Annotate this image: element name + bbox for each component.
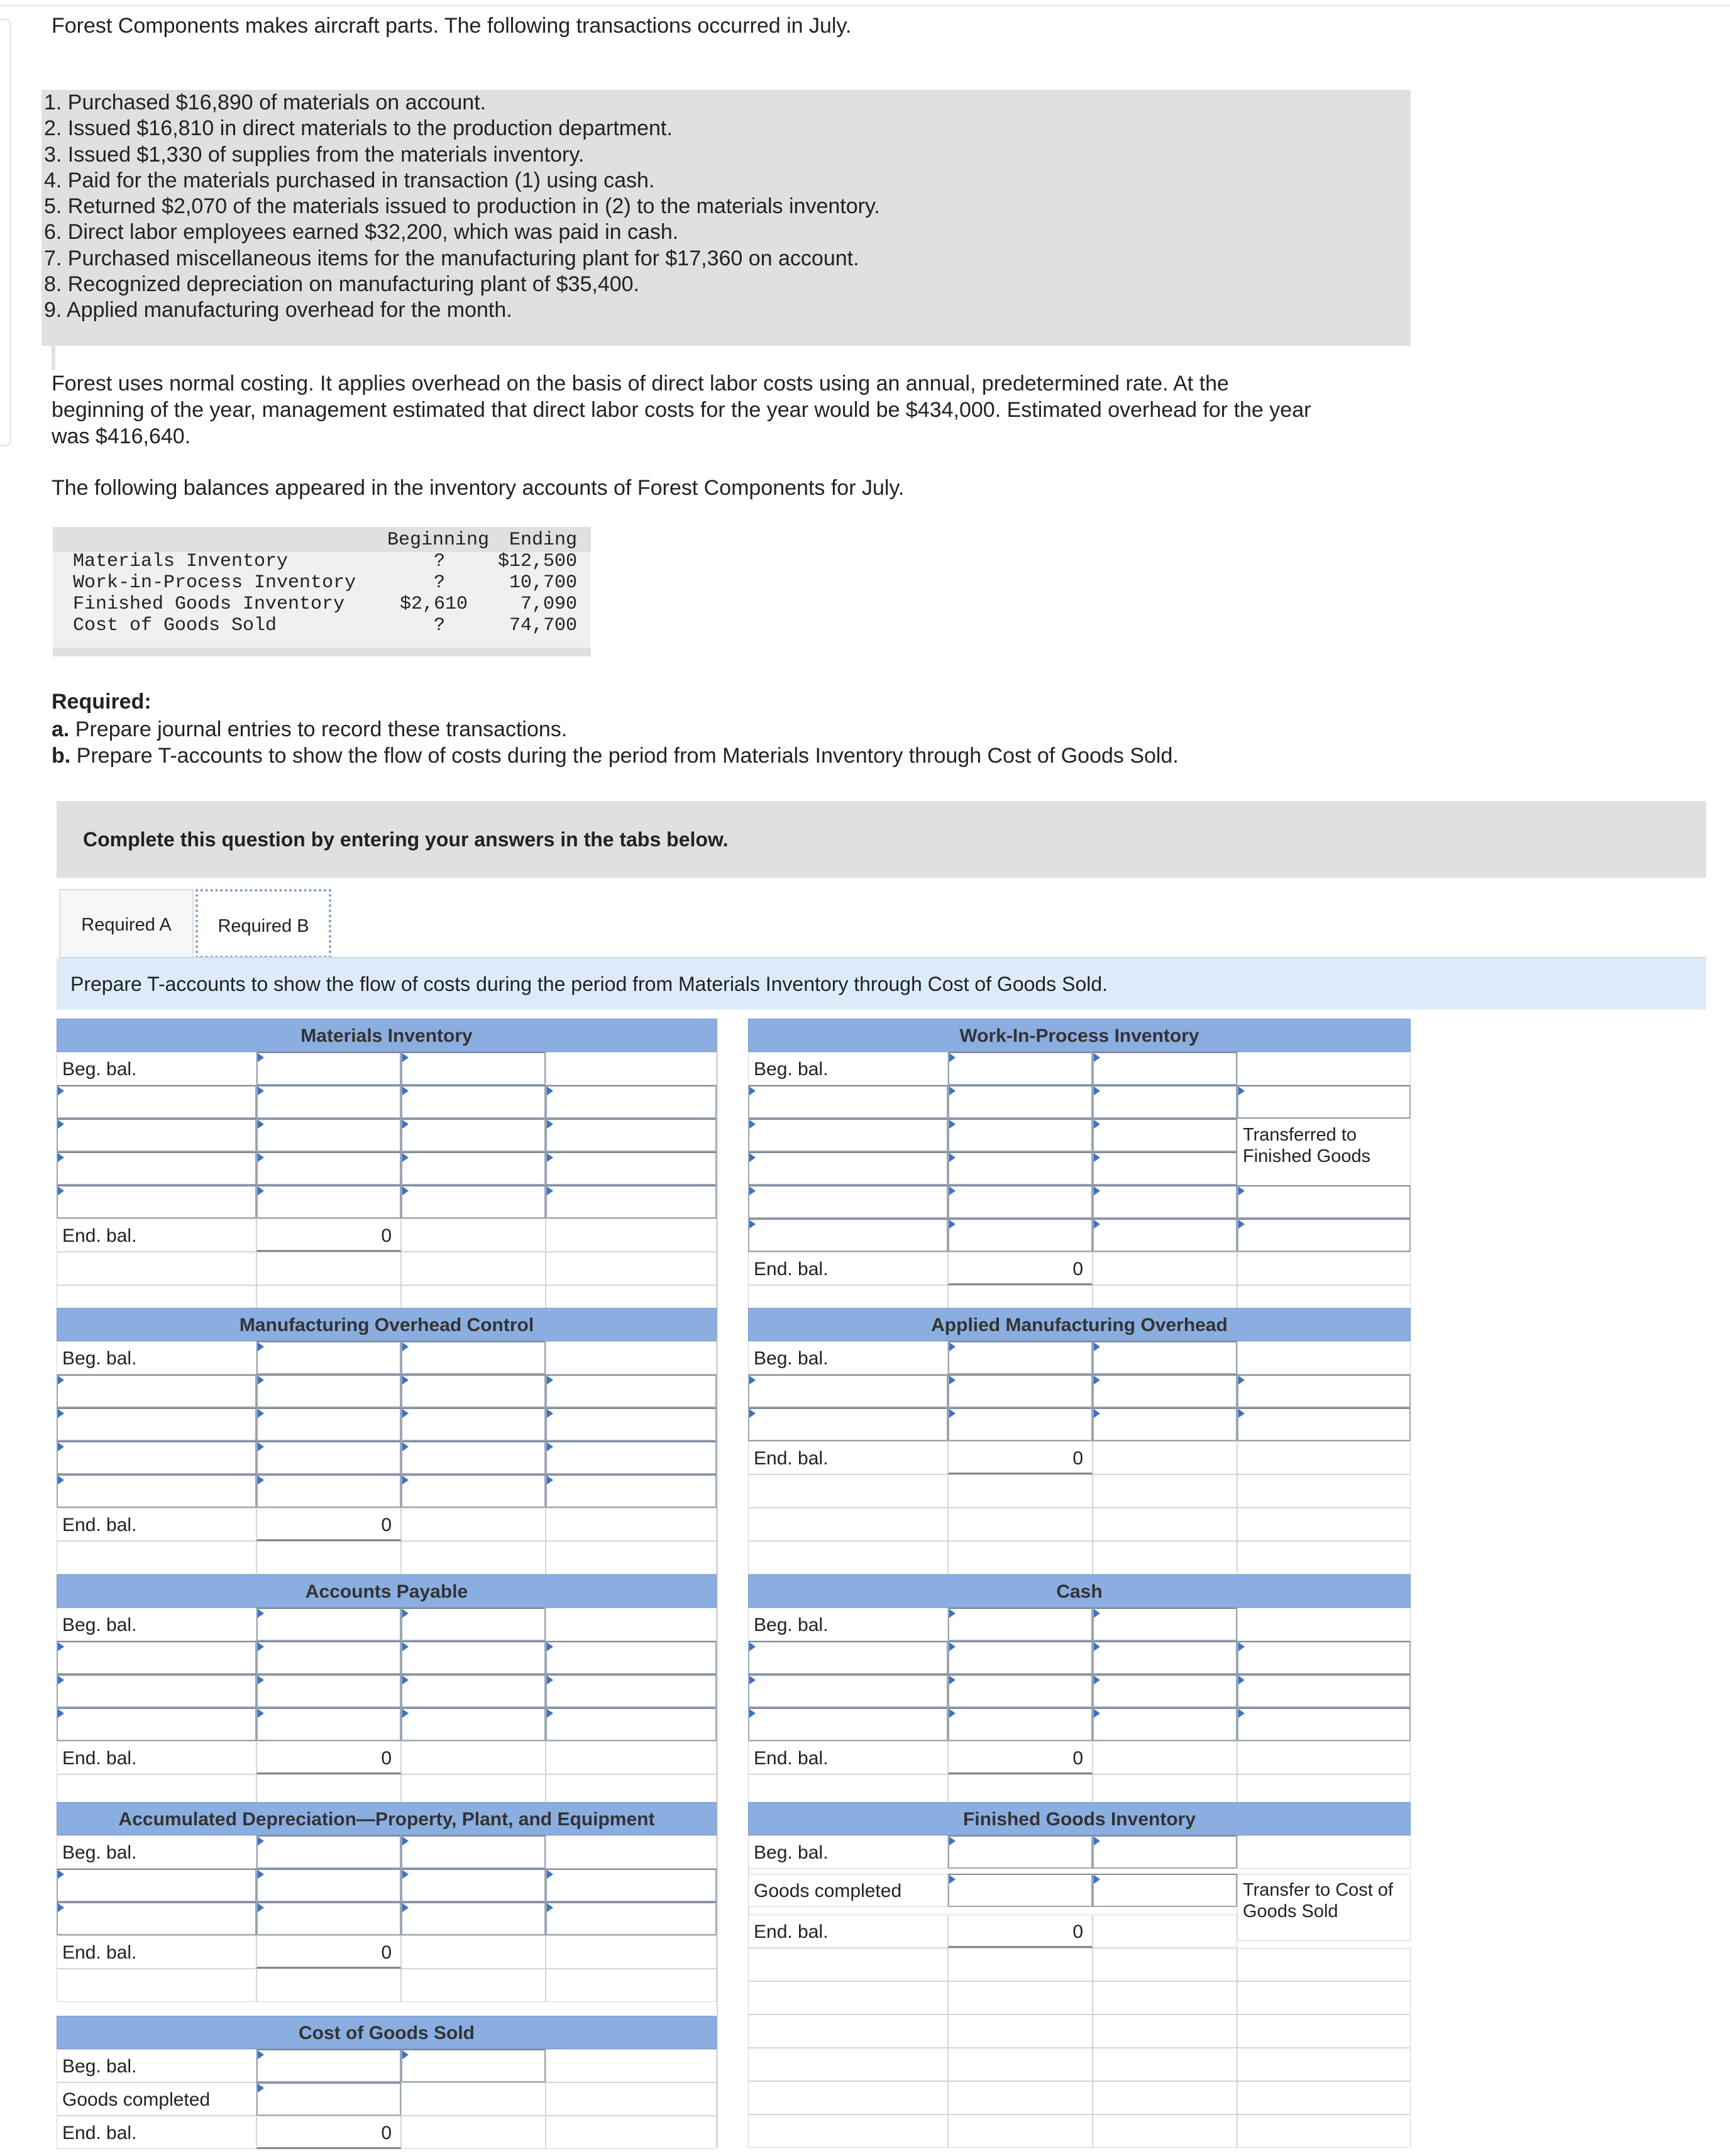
empty-cell xyxy=(1237,1741,1411,1774)
empty-cell xyxy=(1237,2081,1411,2115)
end-bal-label: End. bal. xyxy=(57,1508,256,1541)
amount-input[interactable] xyxy=(948,1708,1093,1741)
account-name-input[interactable] xyxy=(546,1085,717,1119)
empty-cell xyxy=(948,1981,1093,2015)
amount-input[interactable] xyxy=(401,1374,546,1408)
balances-intro: The following balances appeared in the inventory accounts of Forest Components for July. xyxy=(52,476,905,500)
account-name-input[interactable] xyxy=(748,1219,948,1252)
amount-input[interactable] xyxy=(1093,1119,1237,1152)
header-ending: Ending xyxy=(509,529,578,551)
amount-input[interactable] xyxy=(401,1341,546,1374)
empty-cell xyxy=(546,1508,717,1541)
empty-cell xyxy=(748,2115,948,2148)
empty-cell xyxy=(401,1541,546,1574)
empty-cell xyxy=(1237,1474,1411,1508)
materials-inventory-title: Materials Inventory xyxy=(57,1019,717,1052)
empty-cell xyxy=(748,1981,948,2015)
balance-value: 0 xyxy=(256,2116,401,2149)
empty-cell xyxy=(401,1935,546,1969)
empty-cell xyxy=(748,2015,948,2048)
beg-bal-label: Beg. bal. xyxy=(748,1608,948,1641)
amount-input[interactable] xyxy=(256,1869,401,1902)
required-a-text: Prepare journal entries to record these transactions. xyxy=(69,717,568,741)
account-name-input[interactable] xyxy=(57,1085,256,1119)
required-a-label: a. xyxy=(52,717,70,741)
row-account: Materials Inventory xyxy=(73,551,289,572)
account-name-input[interactable] xyxy=(748,1674,948,1708)
empty-cell xyxy=(1093,1474,1237,1508)
left-edge-tab xyxy=(0,19,11,446)
account-name-input[interactable] xyxy=(748,1085,948,1119)
row-account: Work-in-Process Inventory xyxy=(73,572,356,594)
beg-bal-label: Beg. bal. xyxy=(748,1835,948,1869)
amount-input[interactable] xyxy=(256,1119,401,1152)
balance-value: 0 xyxy=(948,1252,1093,1285)
empty-cell xyxy=(1093,1441,1237,1474)
empty-cell xyxy=(57,1541,256,1574)
empty-cell xyxy=(1093,1948,1237,1981)
row-beginning: ? xyxy=(434,572,446,594)
empty-cell xyxy=(948,1508,1093,1541)
balance-value: 0 xyxy=(256,1508,401,1541)
empty-cell xyxy=(1093,2015,1237,2048)
costing-line-1: Forest uses normal costing. It applies overhead on the basis of direct labor costs using an annual, predetermined rate. At the xyxy=(52,372,1229,395)
balance-value: 0 xyxy=(256,1741,401,1774)
empty-cell xyxy=(1237,1441,1411,1474)
amount-input[interactable] xyxy=(1093,1185,1237,1219)
quote-bar xyxy=(52,345,55,370)
end-bal-label: End. bal. xyxy=(57,2116,256,2149)
tab-required-a[interactable]: Required A xyxy=(59,889,194,958)
empty-cell xyxy=(57,1969,256,2002)
empty-cell xyxy=(1237,2048,1411,2081)
wip-inventory-title: Work-In-Process Inventory xyxy=(748,1019,1411,1052)
amount-input[interactable] xyxy=(256,1608,401,1641)
empty-cell xyxy=(1093,1741,1237,1774)
goods-completed-label: Goods completed xyxy=(57,2082,256,2116)
amount-input[interactable] xyxy=(1093,1085,1237,1119)
empty-cell xyxy=(401,1252,546,1285)
account-name-input[interactable] xyxy=(57,1869,256,1902)
row-beginning: ? xyxy=(434,615,446,636)
empty-cell xyxy=(546,1935,717,1969)
amount-input[interactable] xyxy=(401,1902,546,1935)
amount-input[interactable] xyxy=(948,1219,1093,1252)
required-b-text: Prepare T-accounts to show the flow of costs during the period from Materials Inventory through Cost of Goods Sold. xyxy=(70,744,1179,768)
amount-input[interactable] xyxy=(256,1474,401,1508)
amount-input[interactable] xyxy=(401,1152,546,1185)
end-bal-label: End. bal. xyxy=(748,1741,948,1774)
moh-control-title: Manufacturing Overhead Control xyxy=(57,1308,717,1341)
empty-cell xyxy=(1093,1508,1237,1541)
amount-input[interactable] xyxy=(401,1608,546,1641)
amount-input[interactable] xyxy=(256,1152,401,1185)
account-name-input[interactable] xyxy=(546,1641,717,1674)
tab-required-b[interactable]: Required B xyxy=(196,889,331,958)
amount-input[interactable] xyxy=(1093,1608,1237,1641)
empty-cell xyxy=(1237,1341,1411,1374)
amount-input[interactable] xyxy=(948,1119,1093,1152)
costing-line-3: was $416,640. xyxy=(52,424,191,448)
account-name-input[interactable] xyxy=(57,1441,256,1474)
account-name-input[interactable] xyxy=(1237,1641,1411,1674)
cash-title: Cash xyxy=(748,1574,1411,1608)
amount-input[interactable] xyxy=(256,1708,401,1741)
account-name-input[interactable] xyxy=(546,1708,717,1741)
account-name-input[interactable] xyxy=(57,1374,256,1408)
amount-input[interactable] xyxy=(948,1341,1093,1374)
applied-moh-title: Applied Manufacturing Overhead xyxy=(748,1308,1411,1341)
empty-cell xyxy=(1093,2081,1237,2115)
balance-value: 0 xyxy=(948,1915,1093,1948)
account-name-input[interactable] xyxy=(1237,1185,1411,1219)
top-divider xyxy=(0,5,1730,6)
empty-cell xyxy=(948,2115,1093,2148)
empty-cell xyxy=(546,1835,717,1869)
empty-cell xyxy=(546,2049,717,2082)
transfer-to-cogs-note: Transfer to Cost of Goods Sold xyxy=(1237,1874,1411,1941)
amount-input[interactable] xyxy=(948,1874,1093,1907)
amount-input[interactable] xyxy=(401,1185,546,1219)
amount-input[interactable] xyxy=(948,1152,1093,1185)
row-account: Cost of Goods Sold xyxy=(73,615,277,636)
empty-cell xyxy=(57,1252,256,1285)
empty-cell xyxy=(546,1969,717,2002)
transaction-item: 8. Recognized depreciation on manufacturing plant of $35,400. xyxy=(44,272,639,297)
transaction-item: 3. Issued $1,330 of supplies from the materials inventory. xyxy=(44,142,585,167)
amount-input[interactable] xyxy=(401,1869,546,1902)
empty-cell xyxy=(401,1508,546,1541)
account-name-input[interactable] xyxy=(748,1374,948,1408)
row-beginning: $2,610 xyxy=(400,594,468,615)
amount-input[interactable] xyxy=(948,1185,1093,1219)
empty-cell xyxy=(948,2048,1093,2081)
end-bal-label: End. bal. xyxy=(57,1935,256,1969)
amount-input[interactable] xyxy=(256,1085,401,1119)
row-ending: 10,700 xyxy=(509,572,577,594)
empty-cell xyxy=(401,1741,546,1774)
empty-cell xyxy=(948,2015,1093,2048)
amount-input[interactable] xyxy=(948,1835,1093,1869)
empty-cell xyxy=(546,1541,717,1574)
empty-cell xyxy=(401,2082,546,2116)
amount-input[interactable] xyxy=(401,1835,546,1869)
goods-completed-label: Goods completed xyxy=(748,1874,948,1907)
amount-input[interactable] xyxy=(1093,1341,1237,1374)
account-name-input[interactable] xyxy=(546,1408,717,1441)
amount-input[interactable] xyxy=(948,1608,1093,1641)
empty-cell xyxy=(546,1252,717,1285)
empty-cell xyxy=(748,2081,948,2115)
empty-cell xyxy=(948,1474,1093,1508)
transaction-item: 4. Paid for the materials purchased in transaction (1) using cash. xyxy=(44,168,655,192)
required-b-label: b. xyxy=(52,744,71,768)
amount-input[interactable] xyxy=(256,1408,401,1441)
beg-bal-label: Beg. bal. xyxy=(57,1052,256,1085)
amount-input[interactable] xyxy=(401,1441,546,1474)
account-name-input[interactable] xyxy=(748,1119,948,1152)
amount-input[interactable] xyxy=(1093,1874,1237,1907)
account-name-input[interactable] xyxy=(57,1152,256,1185)
instructions-banner: Complete this question by entering your answers in the tabs below. xyxy=(57,801,1706,878)
end-bal-label: End. bal. xyxy=(748,1441,948,1474)
row-ending: 7,090 xyxy=(520,594,577,615)
amount-input[interactable] xyxy=(256,1052,401,1085)
account-name-input[interactable] xyxy=(546,1902,717,1935)
balance-value: 0 xyxy=(948,1741,1093,1774)
empty-cell xyxy=(401,1219,546,1252)
balance-value: 0 xyxy=(256,1219,401,1252)
empty-cell xyxy=(748,2048,948,2081)
empty-cell xyxy=(256,1969,401,2002)
account-name-input[interactable] xyxy=(57,1674,256,1708)
amount-input[interactable] xyxy=(1093,1641,1237,1674)
amount-input[interactable] xyxy=(401,1408,546,1441)
required-a xyxy=(52,716,567,743)
beg-bal-label: Beg. bal. xyxy=(748,1052,948,1085)
empty-cell xyxy=(546,1219,717,1252)
empty-cell xyxy=(1093,2048,1237,2081)
empty-cell xyxy=(748,1508,948,1541)
account-name-input[interactable] xyxy=(546,1674,717,1708)
account-name-input[interactable] xyxy=(57,1185,256,1219)
empty-cell xyxy=(546,1052,717,1085)
empty-cell xyxy=(1237,1835,1411,1869)
balance-value: 0 xyxy=(256,1935,401,1969)
amount-input[interactable] xyxy=(1093,1374,1237,1408)
amount-input[interactable] xyxy=(1093,1408,1237,1441)
empty-cell xyxy=(1093,1541,1237,1574)
account-name-input[interactable] xyxy=(546,1869,717,1902)
account-name-input[interactable] xyxy=(1237,1219,1411,1252)
account-name-input[interactable] xyxy=(1237,1374,1411,1408)
end-bal-label: End. bal. xyxy=(57,1741,256,1774)
amount-input[interactable] xyxy=(1093,1052,1237,1085)
amount-input[interactable] xyxy=(401,2049,546,2082)
required-title: Required: xyxy=(52,690,152,714)
account-name-input[interactable] xyxy=(546,1374,717,1408)
amount-input[interactable] xyxy=(256,1374,401,1408)
beg-bal-label: Beg. bal. xyxy=(57,1835,256,1869)
empty-cell xyxy=(401,1969,546,2002)
empty-cell xyxy=(948,1541,1093,1574)
empty-cell xyxy=(1093,1981,1237,2015)
balance-value: 0 xyxy=(948,1441,1093,1474)
transaction-item: 6. Direct labor employees earned $32,200, which was paid in cash. xyxy=(44,220,679,245)
column-gutter xyxy=(717,1018,718,2148)
beg-bal-label: Beg. bal. xyxy=(57,1341,256,1374)
amount-input[interactable] xyxy=(256,1902,401,1935)
account-name-input[interactable] xyxy=(1237,1085,1411,1119)
account-name-input[interactable] xyxy=(546,1441,717,1474)
empty-cell xyxy=(1093,1915,1237,1948)
transferred-to-fg-note: Transferred to Finished Goods xyxy=(1237,1119,1411,1186)
costing-line-2: beginning of the year, management estimated that direct labor costs for the year would be $434,000. Estimated overhead for the year xyxy=(52,398,1311,422)
account-name-input[interactable] xyxy=(57,1708,256,1741)
account-name-input[interactable] xyxy=(748,1408,948,1441)
amount-input[interactable] xyxy=(1093,1708,1237,1741)
amount-input[interactable] xyxy=(401,1674,546,1708)
amount-input[interactable] xyxy=(256,2049,401,2082)
amount-input[interactable] xyxy=(401,1708,546,1741)
empty-cell xyxy=(1237,1052,1411,1085)
empty-cell xyxy=(1237,1252,1411,1285)
transaction-list xyxy=(41,90,1411,346)
empty-cell xyxy=(748,1948,948,1981)
amount-input[interactable] xyxy=(256,1185,401,1219)
row-account: Finished Goods Inventory xyxy=(73,594,345,615)
empty-cell xyxy=(546,1341,717,1374)
account-name-input[interactable] xyxy=(546,1152,717,1185)
empty-cell xyxy=(1237,1541,1411,1574)
end-bal-label: End. bal. xyxy=(748,1915,948,1948)
beg-bal-label: Beg. bal. xyxy=(57,2049,256,2082)
amount-input[interactable] xyxy=(256,2082,401,2116)
amount-input[interactable] xyxy=(256,1674,401,1708)
transaction-item: 1. Purchased $16,890 of materials on account. xyxy=(44,91,487,114)
end-bal-label: End. bal. xyxy=(748,1252,948,1285)
empty-cell xyxy=(546,1741,717,1774)
amount-input[interactable] xyxy=(1093,1152,1237,1185)
amount-input[interactable] xyxy=(948,1085,1093,1119)
account-name-input[interactable] xyxy=(748,1185,948,1219)
empty-cell xyxy=(546,1608,717,1641)
amount-input[interactable] xyxy=(256,1835,401,1869)
inventory-balances-table xyxy=(53,527,591,656)
account-name-input[interactable] xyxy=(57,1641,256,1674)
required-b xyxy=(52,743,1179,769)
empty-cell xyxy=(1237,1948,1411,1981)
empty-cell xyxy=(948,2081,1093,2115)
row-ending: $12,500 xyxy=(497,551,577,572)
amount-input[interactable] xyxy=(401,1119,546,1152)
empty-cell xyxy=(1237,1608,1411,1641)
header-beginning: Beginning xyxy=(387,529,490,551)
account-name-input[interactable] xyxy=(57,1474,256,1508)
beg-bal-label: Beg. bal. xyxy=(748,1341,948,1374)
transaction-item: 5. Returned $2,070 of the materials issued to production in (2) to the materials inventory. xyxy=(44,194,880,219)
inventory-table-footer xyxy=(53,648,591,656)
empty-cell xyxy=(748,1541,948,1574)
amount-input[interactable] xyxy=(948,1052,1093,1085)
transaction-item: 7. Purchased miscellaneous items for the manufacturing plant for $17,360 on account. xyxy=(44,246,859,270)
account-name-input[interactable] xyxy=(1237,1408,1411,1441)
amount-input[interactable] xyxy=(401,1474,546,1508)
beg-bal-label: Beg. bal. xyxy=(57,1608,256,1641)
empty-cell xyxy=(748,1474,948,1508)
amount-input[interactable] xyxy=(256,1341,401,1374)
account-name-input[interactable] xyxy=(1237,1708,1411,1741)
amount-input[interactable] xyxy=(1093,1219,1237,1252)
transaction-item: 2. Issued $16,810 in direct materials to the production department. xyxy=(44,116,673,141)
accumulated-depreciation-title: Accumulated Depreciation—Property, Plant, and Equipment xyxy=(57,1802,717,1835)
row-beginning: ? xyxy=(434,551,446,572)
accounts-payable-title: Accounts Payable xyxy=(57,1574,717,1608)
account-name-input[interactable] xyxy=(57,1408,256,1441)
finished-goods-title: Finished Goods Inventory xyxy=(748,1802,1411,1835)
amount-input[interactable] xyxy=(948,1374,1093,1408)
empty-cell xyxy=(546,2116,717,2149)
account-name-input[interactable] xyxy=(57,1902,256,1935)
account-name-input[interactable] xyxy=(57,1119,256,1152)
amount-input[interactable] xyxy=(401,1641,546,1674)
cogs-title: Cost of Goods Sold xyxy=(57,2016,717,2049)
amount-input[interactable] xyxy=(1093,1674,1237,1708)
account-name-input[interactable] xyxy=(546,1185,717,1219)
empty-cell xyxy=(401,2116,546,2149)
row-ending: 74,700 xyxy=(509,615,577,636)
empty-cell xyxy=(256,1252,401,1285)
account-name-input[interactable] xyxy=(748,1152,948,1185)
empty-cell xyxy=(1093,1252,1237,1285)
empty-cell xyxy=(948,1948,1093,1981)
empty-cell xyxy=(1237,1981,1411,2015)
account-name-input[interactable] xyxy=(748,1708,948,1741)
amount-input[interactable] xyxy=(256,1641,401,1674)
empty-cell xyxy=(1093,2115,1237,2148)
account-name-input[interactable] xyxy=(1237,1674,1411,1708)
empty-cell xyxy=(1237,1508,1411,1541)
empty-cell xyxy=(256,1541,401,1574)
transaction-item: 9. Applied manufacturing overhead for the month. xyxy=(44,298,512,323)
empty-cell xyxy=(1237,2115,1411,2148)
amount-input[interactable] xyxy=(948,1641,1093,1674)
amount-input[interactable] xyxy=(948,1674,1093,1708)
account-name-input[interactable] xyxy=(748,1641,948,1674)
account-name-input[interactable] xyxy=(546,1474,717,1508)
t-account-instruction: Prepare T-accounts to show the flow of costs during the period from Materials Inventory through Cost of Goods Sold. xyxy=(57,958,1706,1010)
amount-input[interactable] xyxy=(401,1052,546,1085)
amount-input[interactable] xyxy=(256,1441,401,1474)
end-bal-label: End. bal. xyxy=(57,1219,256,1252)
empty-cell xyxy=(1237,2015,1411,2048)
amount-input[interactable] xyxy=(1093,1835,1237,1869)
account-name-input[interactable] xyxy=(546,1119,717,1152)
amount-input[interactable] xyxy=(401,1085,546,1119)
intro-text: Forest Components makes aircraft parts. The following transactions occurred in July. xyxy=(52,14,852,38)
amount-input[interactable] xyxy=(948,1408,1093,1441)
empty-cell xyxy=(546,2082,717,2116)
